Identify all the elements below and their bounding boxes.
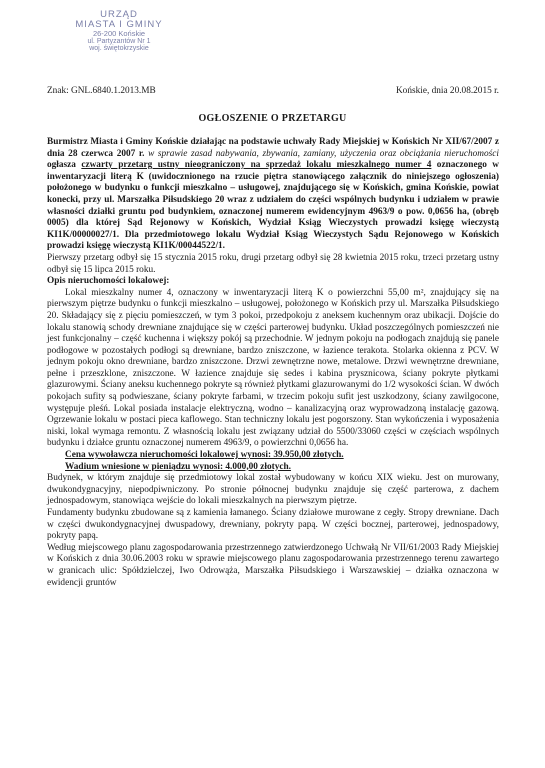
document-title: OGŁOSZENIE O PRZETARGU: [198, 113, 347, 124]
document-body: [47, 137, 499, 589]
stamp-line: MIASTA I GMINY: [75, 18, 163, 30]
stamp-line: URZĄD: [100, 9, 138, 20]
reference-number: Znak: GNL.6840.1.2013.MB: [47, 86, 156, 96]
foundations-paragraph: Fundamenty budynku zbudowane są z kamienia łamanego. Ściany działowe murowane z cegły. Stropy drewniane. Dach w części dwukondygnacyjnej dwuspadowy, drewniany, pokryty papą. W części bocznej, parterowej, jednospadowy, pokryty papą.: [47, 508, 499, 542]
intro-tender-type: czwarty przetarg ustny nieograniczony na sprzedaż lokalu mieszkalnego numer 4: [81, 160, 432, 171]
starting-price: Cena wywoławcza nieruchomości lokalowej wynosi: 39.950,00 złotych.: [65, 450, 344, 461]
stamp-line: woj. świętokrzyskie: [89, 45, 149, 53]
intro-announces: ogłasza: [47, 160, 82, 171]
deposit-amount: Wadium wniesione w pieniądzu wynosi: 4.000,00 złotych.: [65, 461, 291, 472]
intro-lead: Burmistrz Miasta i Gminy Końskie działając na podstawie uchwały Rady Miejskiej w Końskich Nr XII/67/2007 z dnia 28 czerwca 2007 r.: [47, 137, 499, 159]
intro-paragraph: [47, 137, 499, 253]
intro-property: oznaczonego w inwentaryzacji literą K (uwidocznionego na rzucie piętra stanowiącego załącznik do niniejszego ogłoszenia) położonego w budynku o funkcji mieszkalno – usługowej, znajdującego się w Końskich, gmina Końskie, powiat konecki, przy ul. Marszałka Piłsudskiego 20 wraz z udziałem do części wspólnych budynku i udziałem w prawie własności działki gruntu pod budynkiem, oznaczonej numerem ewidencyjnym 4963/9 o pow. 0,0656 ha, (obręb 0005) dla której Sąd Rejonowy w Końskich, Wydział Ksiąg Wieczystych prowadzi księgę wieczystą KI1K/00000027/1. Dla przedmiotowego lokalu Wydział Ksiąg Wieczystych Sądu Rejonowego w Końskich prowadzi księgę wieczystą KI1K/00044522/1.: [47, 160, 499, 252]
building-paragraph: Budynek, w którym znajduje się przedmiotowy lokal został wybudowany w końcu XIX wieku. Jest on murowany, dwukondygnacyjny, niepodpiwniczony. Po stronie północnej budynku znajduje się część parterowa, z dachem jednospadowym, stanowiąca wejście do lokali mieszkalnych na pierwszym piętrze.: [47, 473, 499, 507]
intro-regulation: w sprawie zasad nabywania, zbywania, zamiany, użyczenia oraz obciążania nieruchomości: [144, 148, 499, 159]
stamp-line: 26-200 Końskie: [92, 28, 146, 38]
document-date: Końskie, dnia 20.08.2015 r.: [395, 86, 499, 96]
office-stamp: [60, 10, 178, 53]
description-paragraph: Lokal mieszkalny numer 4, oznaczony w inwentaryzacji literą K o powierzchni 55,00 m², znajdujący się na pierwszym piętrze budynku o funkcji mieszkalno – usługowej, położonego w Końskich przy ul. Marszałka Piłsudskiego 20. Składający się z pięciu pomieszczeń, w tym 3 pokoi, przedpokoju z aneksem kuchennym oraz ubikacji. Dojście do lokalu stanowią schody drewniane znajdujące się w części parterowej budynku. Układ poszczególnych pomieszczeń nie jest funkcjonalny – część kuchenna i większy pokój są przechodnie. W jednym pokoju na podłogach znajdują się panele podłogowe w pozostałych podłogi są drewniane, bardzo zniszczone, w łazience terakota. Stolarka okienna z PCV. W jednym pokoju okno drewniane, bardzo zniszczone. Drzwi zewnętrzne nowe, metalowe. Drzwi wewnętrzne drewniane, pełne i przeszklone, zniszczone. W łazience znajduje się sedes i kabina prysznicowa, ściany pokryte płytkami glazurowymi. Ściany aneksu kuchennego pokryte są również płytkami glazurowanymi do 1/2 wysokości ścian. W dwóch pokojach sufity są podwieszane, ściany pokryte farbami, w trzecim pokoju sufit jest uszkodzony, ściany zawilgocone, występuje pleśń. Lokal posiada instalacje elektryczną, wodno – kanalizacyjną oraz wyprowadzoną instalację gazową. Ogrzewanie lokalu w postaci pieca kaflowego. Stan techniczny lokalu jest pogorszony. Stan wykończenia i wyposażenia niski, lokal wymaga remontu. Z własnością lokalu jest związany udział do 5500/33060 części w częściach wspólnych budynku i działce gruntu oznaczonej numerem 4963/9, o powierzchni 0,0656 ha.: [47, 287, 500, 449]
prior-tenders: Pierwszy przetarg odbył się 15 stycznia 2015 roku, drugi przetarg odbył się 28 kwietnia 2015 roku, trzeci przetarg ustny odbył się 15 lipca 2015 roku.: [47, 252, 499, 275]
section-heading: Opis nieruchomości lokalowej:: [47, 276, 170, 287]
zoning-plan-paragraph: Według miejscowego planu zagospodarowania przestrzennego zatwierdzonego Uchwałą Nr VII/61/2003 Rady Miejskiej w Końskich z dnia 30.06.2003 roku w sprawie miejscowego planu zagospodarowania przestrzennego terenu zawartego w granicach ulic: Spółdzielczej, Iwo Odrowąża, Marszałka Piłsudskiego i Warszawskiej – działka oznaczona w ewidencji gruntów: [47, 542, 499, 588]
stamp-line: ul. Partyzantów Nr 1: [87, 37, 151, 45]
